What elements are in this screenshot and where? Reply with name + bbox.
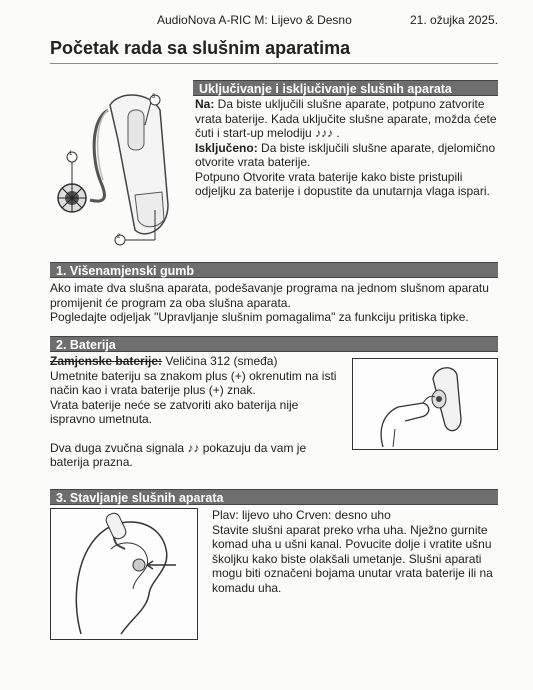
section2-paragraph-3: Dva duga zvučna signala ♪♪ pokazuju da vam je baterija prazna. (50, 440, 307, 469)
color-legend: Plav: lijevo uho Crven: desno uho (212, 508, 391, 522)
section1-heading: 1. Višenamjenski gumb (50, 262, 498, 278)
title-divider (50, 63, 498, 64)
hearing-aid-drawing (50, 80, 185, 250)
section3-paragraph-1: Stavite slušni aparat preko vrha uha. Nježno gurnite komad uha u ušni kanal. Povucite dolje i vratite ušnu školjku kako biste olakšali umetanje. Slušni aparati mogu biti označeni bojama unutar vrata baterije ili na komadu uha. (212, 522, 493, 595)
callout-1: 1 (69, 151, 73, 157)
off-label: Isključeno: (195, 140, 258, 155)
section3-text (212, 508, 498, 595)
on-text: Da biste uključili slušne aparate, potpuno zatvorite vrata baterije. Kada uključite slušne aparate, možda ćete čuti i start-up melodiju ♪♪♪ . (195, 97, 497, 140)
section2-paragraph-2: Vrata baterije neće se zatvoriti ako baterija nije ispravno umetnuta. (50, 397, 299, 426)
battery-size: Veličina 312 (smeđa) (162, 354, 278, 368)
ear-placement-illustration (50, 508, 198, 640)
battery-insert-illustration (352, 358, 498, 450)
section1-paragraph-2: Pogledajte odjeljak "Upravljanje slušnim pomagalima" za funkciju pritiska tipke. (50, 310, 469, 324)
on-paragraph (195, 97, 498, 141)
callout-2: 2 (117, 234, 121, 240)
hearing-aid-illustration (50, 80, 185, 250)
section1-text (50, 281, 498, 325)
section2-paragraph-1: Umetnite bateriju sa znakom plus (+) okrenutim na isti način kao i vrata baterije plus (+) znak. (50, 368, 337, 397)
document-header-title: AudioNova A-RIC M: Lijevo & Desno (157, 13, 352, 27)
section2-text (50, 354, 340, 470)
section1-paragraph-1: Ako imate dva slušna aparata, podešavanje programa na jednom slušnom aparatu promijenit će program za oba slušna aparata. (50, 281, 489, 310)
off-paragraph (195, 141, 498, 170)
battery-label-line (50, 354, 340, 369)
ear-drawing (51, 509, 197, 639)
off-text: Da biste isključili slušne aparate, djelomično otvorite vrata baterije. (195, 140, 496, 169)
battery-drawing (353, 359, 497, 449)
page-title: Početak rada sa slušnim aparatima (50, 38, 351, 58)
section3-heading: 3. Stavljanje slušnih aparata (50, 489, 498, 505)
on-label: Na: (195, 97, 215, 111)
section2-heading: 2. Baterija (50, 336, 498, 352)
onoff-heading: Uključivanje i isključivanje slušnih aparata (193, 80, 498, 96)
open-paragraph: Potpuno Otvorite vrata baterije kako biste pristupili odjeljku za baterije i dopustite da unutarnja vlaga ispari. (195, 169, 490, 198)
battery-label: Zamjenske baterije: (50, 354, 163, 368)
document-date: 21. ožujka 2025. (410, 13, 499, 27)
callout-3: 3 (152, 94, 156, 100)
onoff-text (195, 97, 498, 199)
